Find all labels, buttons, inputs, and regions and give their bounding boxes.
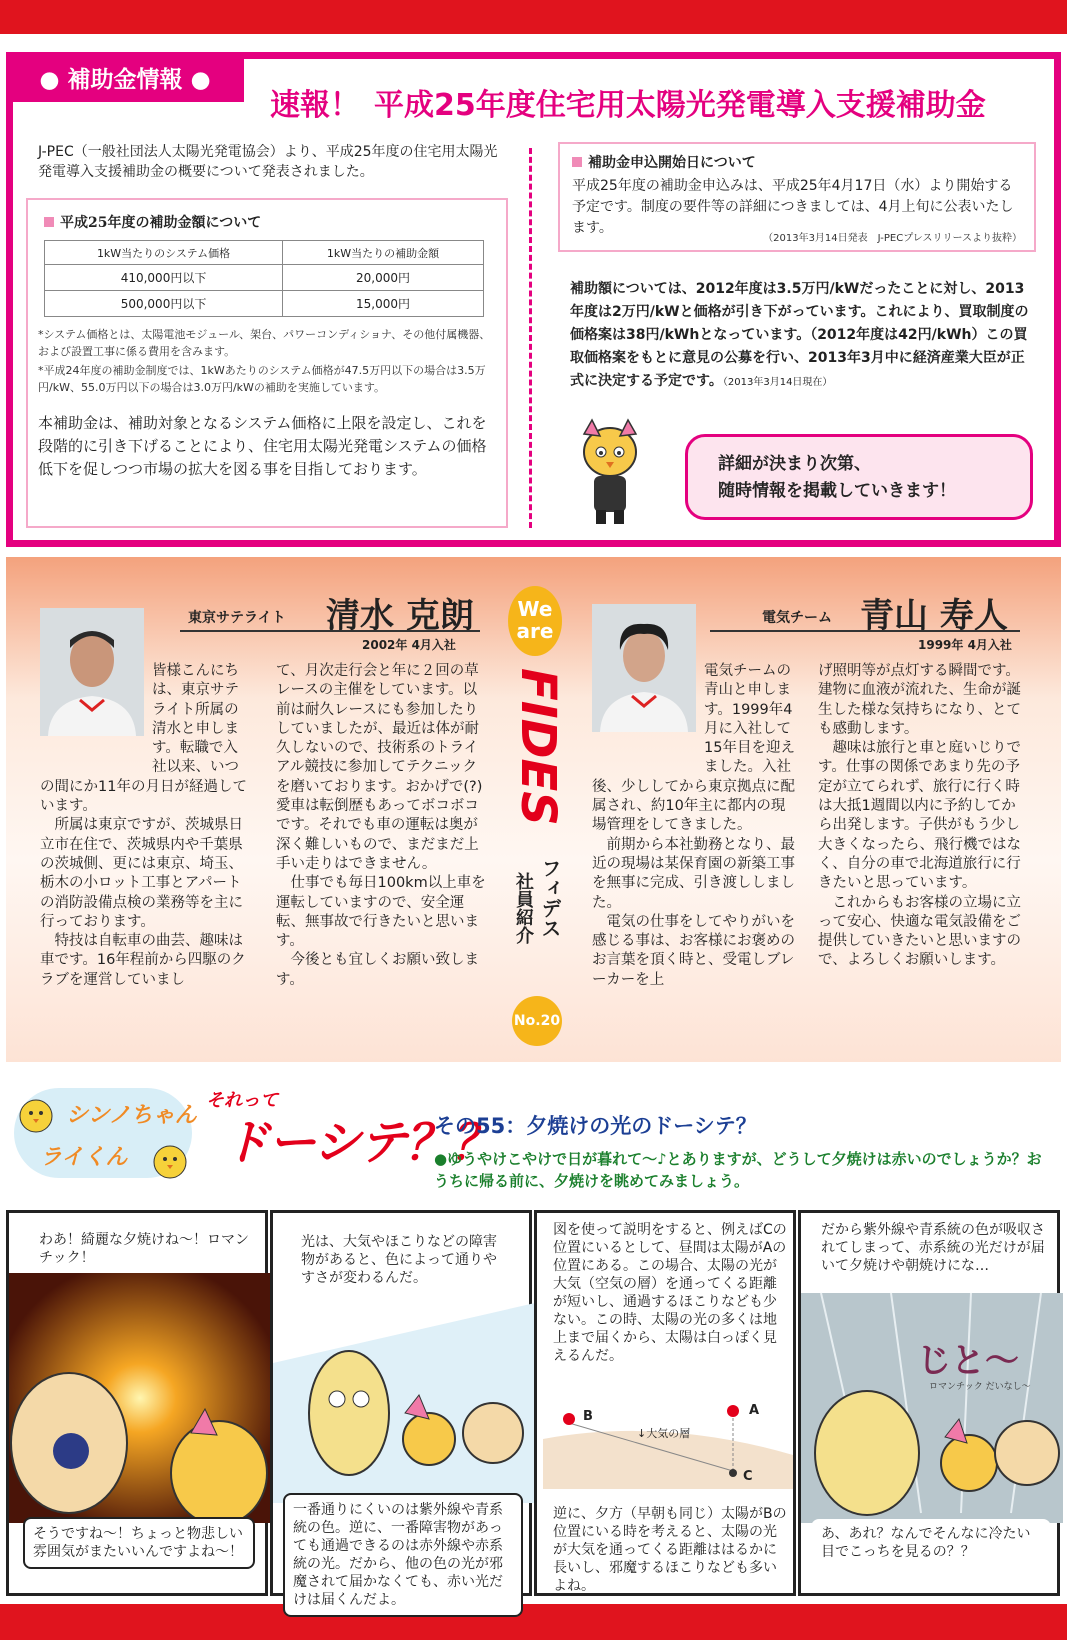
start-date-card xyxy=(558,142,1036,252)
amount-title-text: 平成25年度の補助金額について xyxy=(60,215,262,231)
staff-right-dept: 電気チーム xyxy=(762,610,832,626)
staff-right-col1 xyxy=(592,662,797,990)
panel-1-top-text: わあ！綺麗な夕焼けね〜！ロマンチック！ xyxy=(39,1232,249,1266)
atmosphere-label: ↓大気の層 xyxy=(637,1427,691,1440)
subsidy-tag: ● 補助金情報 ● xyxy=(6,52,244,102)
table-row xyxy=(45,265,484,291)
staff-left-col1 xyxy=(40,662,250,990)
staff-right-col1-text: 電気チームの青山と申します。1999年4月に入社して15年目を迎えました。入社後、少ししてから東京拠点に配属され、約10年主に都内の現場管理をしてきました。 前期から本社勤務となり、最近の現場は某保育園の新築工事を無事に完成、引き渡ししました。 電気の仕事をしてやりがいを感じる事は、お客様にお褒めのお言葉を頂く時と、受電しブレーカーを上 xyxy=(592,663,795,988)
bubble-line-1: 詳細が決まり次第、 xyxy=(718,454,871,474)
staff-right-name: 青山 寿人 xyxy=(860,596,1008,636)
mascot-icon xyxy=(570,418,650,526)
staff-left-dept: 東京サテライト xyxy=(188,610,286,626)
fides-kana: フィデス xyxy=(538,858,562,938)
table-cell: 500,000円以下 xyxy=(45,291,283,317)
photo-spacer xyxy=(592,662,704,768)
comic-panel-2 xyxy=(270,1210,532,1608)
chick-icon xyxy=(18,1098,54,1134)
staff-left-col1-text: 皆様こんにちは、東京サテライト所属の清水と申します。転職で入社以来、いつの間にか11年の月日が経過しています。 所属は東京ですが、茨城県日立市在住で、茨城県内や千葉県の茨城側、更には東京、埼玉、栃木の小ロット工事とアパートの消防設備点検の業務等を主に行っております。 特技は自転車の曲芸、趣味は車です。16年程前から四駆のクラブを運営していまし xyxy=(40,663,247,988)
price-text: 補助額については、2012年度は3.5万円/kWだったことに対し、2013年度は2万円/kWと価格が引き下がっています。これにより、買取制度の価格案は38円/kWhとなっています。（2012年度は42円/kWh）この買取価格案をもとに意見の公募を行い、2013年3月中に経済産業大臣が正式に決定する予定です。 xyxy=(570,281,1029,389)
we-are-badge xyxy=(508,586,562,656)
sound-effect: じと〜 xyxy=(917,1341,1019,1381)
start-date-title xyxy=(572,152,756,172)
subsidy-intro: J-PEC（一般社団法人太陽光発電協会）より、平成25年度の住宅用太陽光発電導入支援補助金の概要について発表されました。 xyxy=(38,144,498,180)
dashed-divider xyxy=(529,148,532,528)
panel-2-top-text: 光は、大気やほこりなどの障害物があると、色によって通りやすさが変わるんだ。 xyxy=(293,1227,511,1293)
staff-left-since: 2002年 4月入社 xyxy=(362,638,456,652)
bottom-red-bar xyxy=(0,1604,1067,1640)
comic-panel-3 xyxy=(534,1210,796,1596)
fides-vertical-logo: FIDES xyxy=(510,668,566,826)
table-header: 1kW当たりの補助金額 xyxy=(283,241,484,265)
headline-text: 平成25年度住宅用太陽光発電導入支援補助金 xyxy=(374,88,986,123)
are-text: are xyxy=(516,619,554,643)
staff-intro-label: 社員紹介 xyxy=(513,872,534,944)
label-a: A xyxy=(749,1403,760,1418)
panel-3-bottom-text: 逆に、夕方（早朝も同じ）太陽がBの位置にいる時を考えると、太陽の光が大気を通ってくる距離ははるかに長いし、邪魔するほこりなども多いよね。 xyxy=(553,1506,787,1594)
square-bullet-icon xyxy=(572,157,582,167)
panel-4-top-text: だから紫外線や青系統の色が吸収されてしまって、赤系統の光だけが届いて夕焼けや朝焼けにな… xyxy=(821,1222,1045,1274)
staff-right-underline xyxy=(710,630,1020,632)
comic-panel-1 xyxy=(6,1210,268,1596)
table-cell: 410,000円以下 xyxy=(45,265,283,291)
start-date-text: 平成25年度の補助金申込みは、平成25年4月17日（水）より開始する予定です。制度の要件等の詳細につきましては、4月上旬に公表いたします。 xyxy=(572,178,1014,236)
chick-icon xyxy=(152,1144,188,1180)
table-row xyxy=(45,291,484,317)
start-title-text: 補助金申込開始日について xyxy=(588,155,756,171)
staff-left-col2: て、月次走行会と年に２回の草レースの主催をしています。以前は耐久レースにも参加したりしていましたが、最近は体が耐久しないので、技術系のトライアル競技に参加してテクニックを磨いております。おかげで(?)愛車は転倒歴もあってボコボコです。それでも車の運転は奥が深く難しいもので、まだまだ上手い走りはできません。 仕事でも毎日100km以上車を運転していますので、安全運転、無事故で行きたいと思います。 今後とも宜しくお願い致します。 xyxy=(276,663,486,988)
comic-title-big: ドーシテ？？ xyxy=(222,1115,498,1171)
staff-left-underline xyxy=(180,630,480,632)
photo-spacer xyxy=(40,662,152,768)
panel-2-bottom-text: 一番通りにくいのは紫外線や青系統の色。逆に、一番障害物があっても通過できるのは赤外線や赤系統の光。だから、他の色の光が邪魔されて届かなくても、赤い光だけは届くんだよ。 xyxy=(283,1493,523,1617)
panel-4-bottom-text: あ、あれ？なんでそんなに冷たい目でこっちを見るの？？ xyxy=(811,1519,1051,1567)
character-name-2: ライくん xyxy=(40,1145,128,1170)
sound-effect-small: ロマンチック だいなし〜 xyxy=(929,1382,1031,1392)
episode-title: その55：夕焼けの光のドーシテ？ xyxy=(434,1114,757,1138)
bubble-line-2: 随時情報を掲載していきます！ xyxy=(718,481,956,501)
table-header: 1kW当たりのシステム価格 xyxy=(45,241,283,265)
explaining-characters-icon xyxy=(273,1303,535,1503)
top-red-bar xyxy=(0,0,1067,34)
staff-left-name: 清水 克朗 xyxy=(326,596,474,636)
issue-number-badge: No.20 xyxy=(512,996,562,1046)
comic-title-small: それって xyxy=(206,1090,278,1111)
label-c: C xyxy=(743,1469,753,1484)
table-cell: 15,000円 xyxy=(283,291,484,317)
amount-card-title xyxy=(44,212,261,232)
price-text-block xyxy=(570,278,1036,394)
start-date-source: （2013年3月14日発表 J-PECプレスリリースより抜粋） xyxy=(763,233,1022,244)
square-bullet-icon xyxy=(44,217,54,227)
episode-question: ●ゆうやけこやけで日が暮れて〜♪とありますが、どうして夕焼けは赤いのでしょうか？おうちに帰る前に、夕焼けを眺めてみましょう。 xyxy=(434,1150,1042,1190)
headline-prefix: 速報！ xyxy=(270,88,360,123)
table-cell: 20,000円 xyxy=(283,265,484,291)
panel-1-bottom-text: そうですね〜！ちょっと物悲しい雰囲気がまたいいんですよね〜！ xyxy=(23,1517,255,1569)
staff-right-col2: げ照明等が点灯する瞬間です。建物に血液が流れた、生命が誕生した様な気持ちになり、とても感動します。 趣味は旅行と車と庭いじりです。仕事の関係であまり先の予定が立てられず、旅行に行く時は大抵1週間以内に予約してから出発します。子供がもう少し大きくなったら、飛行機ではなく、自分の車で北海道旅行に行きたいと思っています。 これからもお客様の立場に立って安心、快適な電気設備をご提供していきたいと思いますので、よろしくお願いします。 xyxy=(818,663,1021,969)
note-1: *システム価格とは、太陽電池モジュール、架台、パワーコンディショナ、その他付属機器、および設置工事に係る費用を含みます。 xyxy=(38,328,491,358)
we-text: We xyxy=(517,597,553,621)
note-2: *平成24年度の補助金制度では、1kWあたりのシステム価格が47.5万円以下の場合は3.5万円/kW、55.0万円以下の場合は3.0万円/kWの補助を実施しています。 xyxy=(38,364,486,394)
character-name-1: シンノちゃん xyxy=(66,1103,197,1128)
panel-3-top-text: 図を使って説明をすると、例えばCの位置にいるとして、昼間は太陽がAの位置にある。この場合、太陽の光が大気（空気の層）を通ってくる距離が短いし、通過するほこりなども少ない。この時、太陽の光の多くは地上まで届くから、太陽は白っぽく見えるんだ。 xyxy=(553,1222,787,1364)
table-header-row xyxy=(45,241,484,265)
subsidy-summary: 本補助金は、補助対象となるシステム価格に上限を設定し、これを段階的に引き下げることにより、住宅用太陽光発電システムの価格低下を促しつつ市場の拡大を図る事を目指しております。 xyxy=(38,414,487,478)
info-bubble xyxy=(685,434,1033,520)
comic-panel-4 xyxy=(798,1210,1060,1596)
subsidy-headline xyxy=(270,80,986,124)
amount-card xyxy=(26,198,508,528)
label-b: B xyxy=(583,1409,593,1424)
staff-right-since: 1999年 4月入社 xyxy=(918,638,1012,652)
price-date: （2013年3月14日現在） xyxy=(722,377,833,388)
subsidy-table xyxy=(44,240,484,317)
